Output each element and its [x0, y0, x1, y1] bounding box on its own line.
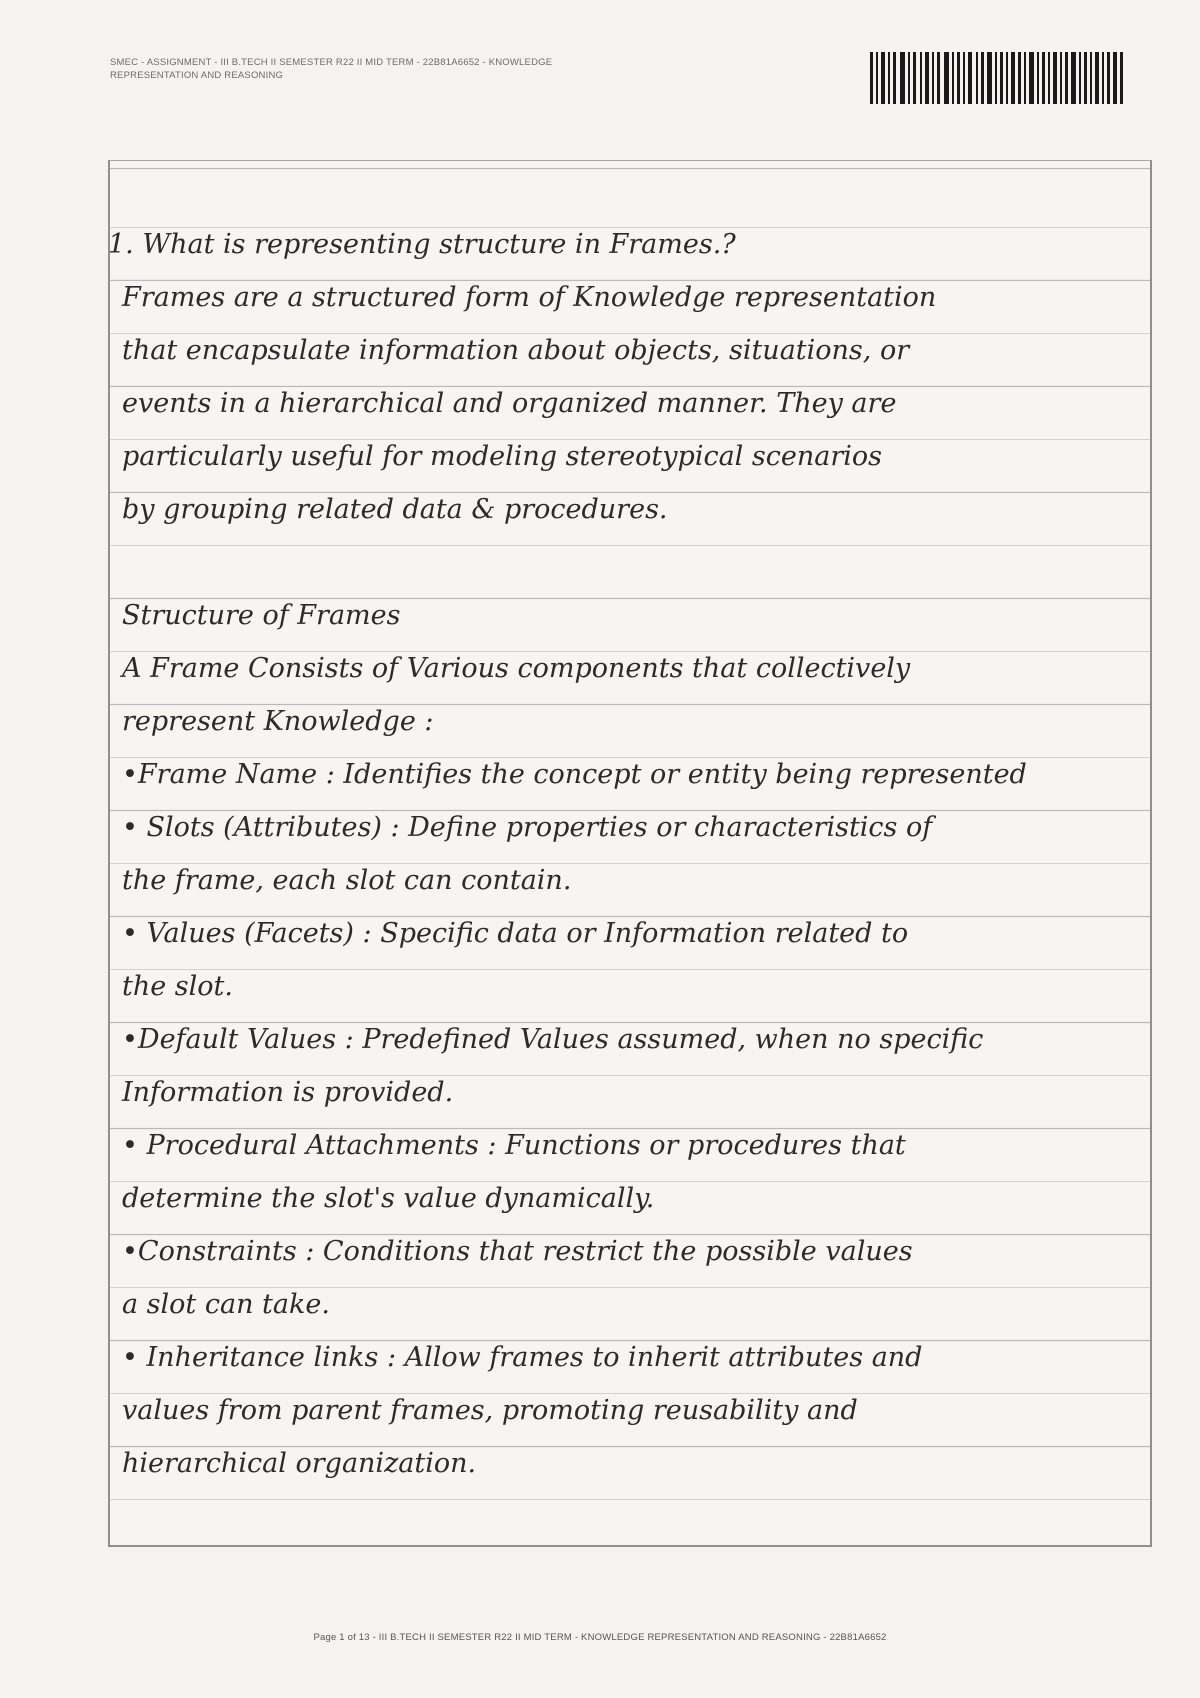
answer-line: determine the slot's value dynamically. [122, 1183, 655, 1214]
answer-line: events in a hierarchical and organized manner. They are [122, 388, 897, 419]
page-footer: Page 1 of 13 - III B.TECH II SEMESTER R22 II MID TERM - KNOWLEDGE REPRESENTATION AND REASONING - 22B81A6652 [313, 1632, 887, 1643]
answer-line: that encapsulate information about objects, situations, or [122, 335, 910, 366]
question-line: 1. What is representing structure in Frames.? [108, 229, 736, 260]
answer-line: the frame, each slot can contain. [122, 865, 572, 896]
bullet-line: • Inheritance links : Allow frames to inherit attributes and [122, 1342, 923, 1373]
answer-line: represent Knowledge : [122, 706, 434, 737]
bullet-line: • Values (Facets) : Specific data or Information related to [122, 918, 909, 949]
answer-content [108, 218, 1148, 1490]
answer-line: values from parent frames, promoting reusability and [122, 1395, 858, 1426]
blank-line [108, 536, 1148, 589]
header-line-1: SMEC - ASSIGNMENT - III B.TECH II SEMESTER R22 II MID TERM - 22B81A6652 - KNOWLEDGE [110, 57, 553, 68]
answer-line: the slot. [122, 971, 233, 1002]
answer-line: A Frame Consists of Various components that collectively [122, 653, 911, 684]
bullet-line: •Frame Name : Identifies the concept or entity being represented [122, 759, 1027, 790]
barcode-icon [870, 52, 1125, 104]
answer-line: Frames are a structured form of Knowledge representation [122, 282, 937, 313]
bullet-line: • Slots (Attributes) : Define properties or characteristics of [122, 812, 933, 843]
section-heading: Structure of Frames [122, 600, 401, 631]
answer-line: by grouping related data & procedures. [122, 494, 668, 525]
header-line-2: REPRESENTATION AND REASONING [110, 70, 284, 81]
answer-line: Information is provided. [122, 1077, 454, 1108]
answer-line: particularly useful for modeling stereotypical scenarios [122, 441, 882, 472]
bullet-line: •Default Values : Predefined Values assumed, when no specific [122, 1024, 984, 1055]
bullet-line: •Constraints : Conditions that restrict the possible values [122, 1236, 913, 1267]
answer-line: hierarchical organization. [122, 1448, 477, 1479]
page-header [110, 56, 770, 82]
answer-line: a slot can take. [122, 1289, 330, 1320]
bullet-line: • Procedural Attachments : Functions or procedures that [122, 1130, 906, 1161]
